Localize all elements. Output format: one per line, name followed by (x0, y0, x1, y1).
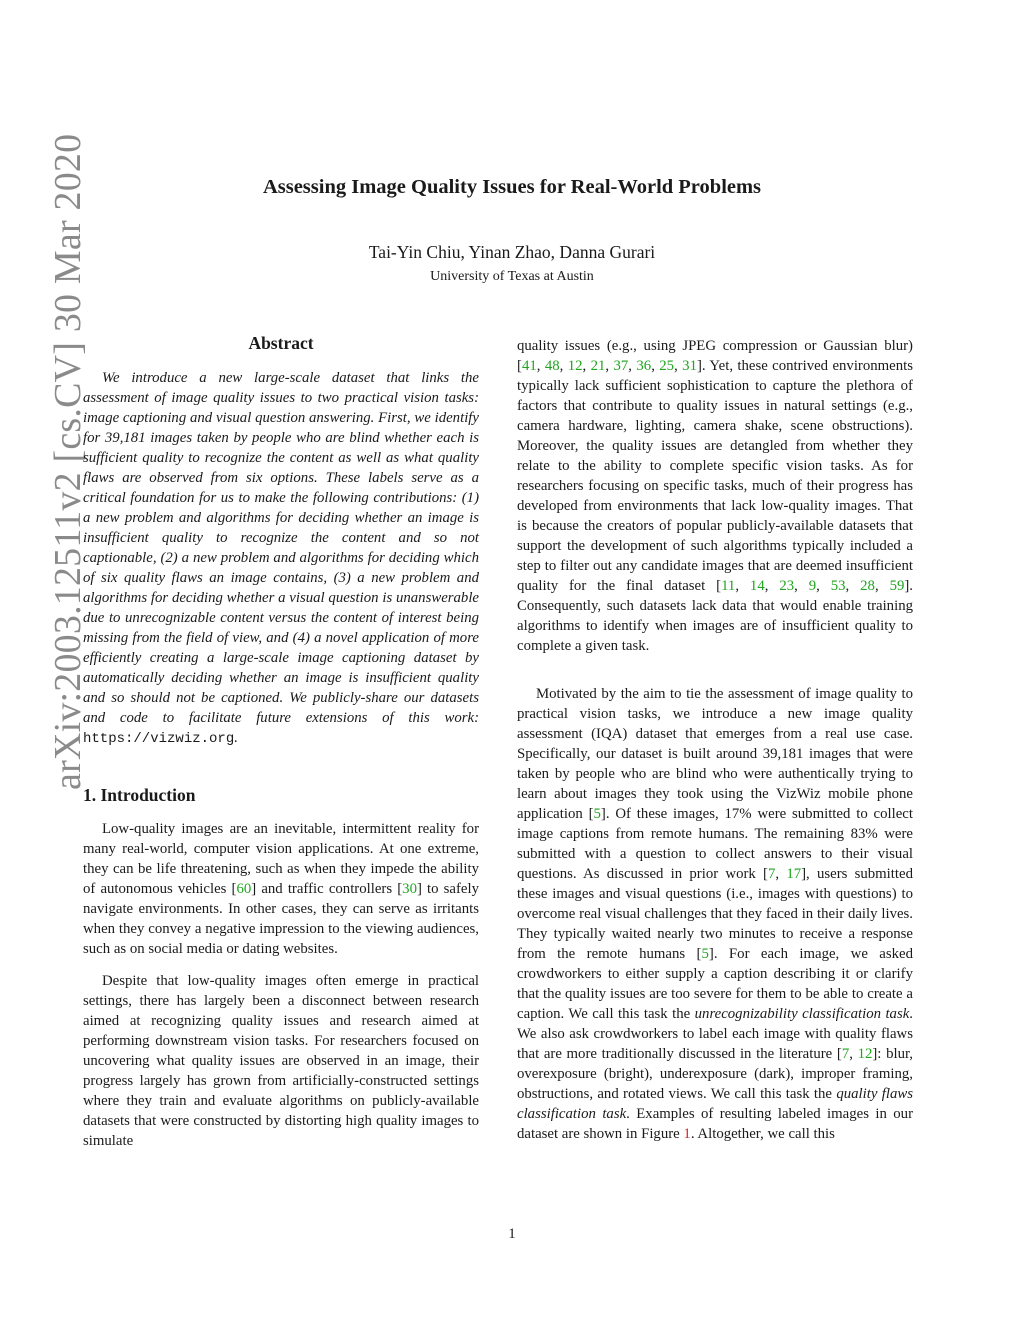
citation-link[interactable]: 36 (636, 358, 652, 374)
abstract-heading: Abstract (248, 333, 314, 353)
intro-paragraph-4: Motivated by the aim to tie the assessment of image quality to practical vision tasks, we introduce a new image quality assessment (IQA) dataset that emerges from a real use case. Specifically, our dataset is built around 39,181 images that were taken by people who are blind who were authentically trying to learn about images they took using the VizWiz mobile phone application [5]. Of these images, 17% were submitted to collect image captions from remote humans. The remaining 83% were submitted with a question to collect answers to their visual questions. As discussed in prior work [7, 17], users submitted these images and visual questions (i.e., images with questions) to overcome real visual challenges that they faced in their daily lives. They typically waited nearly two minutes to receive a response from the remote humans [5]. For each image, we asked crowdworkers to either supply a caption describing it or clarify that the quality issues are too severe for them to be able to create a caption. We call this task the unrecognizability classification task. We also ask crowdworkers to label each image with quality flaws that are more traditionally discussed in the literature [7, 12]: blur, overexposure (bright), underexposure (dark), improper framing, obstructions, and rotated views. We call this task the quality flaws classification task. Examples of resulting labeled images in our dataset are shown in Figure 1. Altogether, we call this (517, 686, 914, 1142)
citation-link[interactable]: 21 (590, 358, 606, 374)
vizwiz-url[interactable]: https://vizwiz.org (83, 731, 235, 747)
citation-link[interactable]: 14 (749, 578, 765, 594)
figure-ref-link[interactable]: 1 (683, 1126, 691, 1142)
left-column (83, 333, 479, 1151)
citation-link[interactable]: 37 (613, 358, 629, 374)
intro-paragraph-1: Low-quality images are an inevitable, intermittent reality for many real-world, computer vision applications. At one extreme, they can be life threatening, such as when they impede the ability of autonomous vehicles [60] and traffic controllers [30] to safely navigate environments. In other cases, they can serve as irritants when they convey a negative impression to the viewing audiences, such as on social media or dating websites. (83, 821, 479, 957)
citation-link[interactable]: 60 (236, 881, 252, 897)
citation-link[interactable]: 17 (786, 866, 802, 882)
citation-link[interactable]: 7 (767, 866, 776, 882)
right-column (517, 336, 913, 1144)
citation-link[interactable]: 23 (779, 578, 795, 594)
citation-link[interactable]: 48 (544, 358, 560, 374)
citation-link[interactable]: 11 (721, 578, 736, 594)
page-number: 1 (508, 1226, 516, 1242)
citation-link[interactable]: 9 (808, 578, 817, 594)
citation-link[interactable]: 59 (889, 578, 905, 594)
citation-link[interactable]: 31 (682, 358, 697, 374)
citation-link[interactable]: 12 (857, 1046, 873, 1062)
citation-link[interactable]: 7 (841, 1046, 850, 1062)
citation-link[interactable]: 12 (567, 358, 583, 374)
affiliation: University of Texas at Austin (430, 269, 594, 284)
citation-link[interactable]: 25 (659, 358, 675, 374)
task-term: unrecognizability classification task (694, 1006, 910, 1022)
task-term: quality flaws classification task (517, 1086, 913, 1122)
authors: Tai-Yin Chiu, Yinan Zhao, Danna Gurari (368, 242, 656, 262)
paper-title: Assessing Image Quality Issues for Real-World Problems (262, 176, 762, 198)
citation-link[interactable]: 28 (860, 578, 875, 594)
citation-link[interactable]: 41 (521, 358, 537, 374)
citation-link[interactable]: 30 (402, 881, 417, 897)
abstract-text: We introduce a new large-scale dataset that links the assessment of image quality issues to two practical vision tasks: image captioning and visual question answering. First, we identify for 39,181 images taken by people who are blind whether each is sufficient quality to recognize the content as well as what quality flaws are observed from six options. These labels serve as a critical foundation for us to make the following contributions: (1) a new problem and algorithms for deciding whether an image is insufficient quality to recognize the content and so not captionable, (2) a new problem and algorithms for deciding which of six quality flaws an image contains, (3) a new problem and algorithms for deciding whether a visual question is unanswerable due to unrecognizable content versus the content of interest being missing from the field of view, and (4) a novel application of more efficiently creating a large-scale image captioning dataset by automatically deciding whether an image is insufficient quality and so should not be captioned. We publicly-share our datasets and code to facilitate future extensions of this work: https://vizwiz.org. (83, 370, 479, 747)
citation-link[interactable]: 5 (593, 806, 601, 822)
intro-paragraph-3: quality issues (e.g., using JPEG compression or Gaussian blur) [41, 48, 12, 21, 37, 36, 25, 31]. Yet, these contrived environments typically lack sufficient sophistication to capture the plethora of factors that contribute to quality issues in natural settings (e.g., camera hardware, lighting, camera shake, scene obstructions). Moreover, the quality issues are detangled from whether they relate to the ability to complete specific vision tasks. As for researchers focusing on specific tasks, much of their progress has developed from environments that lack low-quality images. That is because the creators of popular publicly-available datasets that support the development of such algorithms typically included a step to filter out any candidate images that are deemed insufficient quality for the final dataset [11, 14, 23, 9, 53, 28, 59]. Consequently, such datasets lack data that would enable training algorithms to identify when images are of insufficient quality to complete a given task. (517, 338, 913, 654)
section-heading-introduction: 1. Introduction (83, 785, 196, 805)
citation-link[interactable]: 53 (830, 578, 846, 594)
arxiv-id: arXiv:2003.12511v2 [cs.CV] 30 Mar 2020 (47, 133, 89, 790)
intro-paragraph-2: Despite that low-quality images often emerge in practical settings, there has largely been a disconnect between research aimed at recognizing quality issues and research aimed at performing downstream vision tasks. For researchers focused on uncovering what quality issues are observed in an image, their progress largely has grown from artificially-constructed settings where they train and evaluate algorithms on publicly-available datasets that were constructed by distorting high quality images to simulate (83, 973, 479, 1149)
citation-link[interactable]: 5 (701, 946, 709, 962)
